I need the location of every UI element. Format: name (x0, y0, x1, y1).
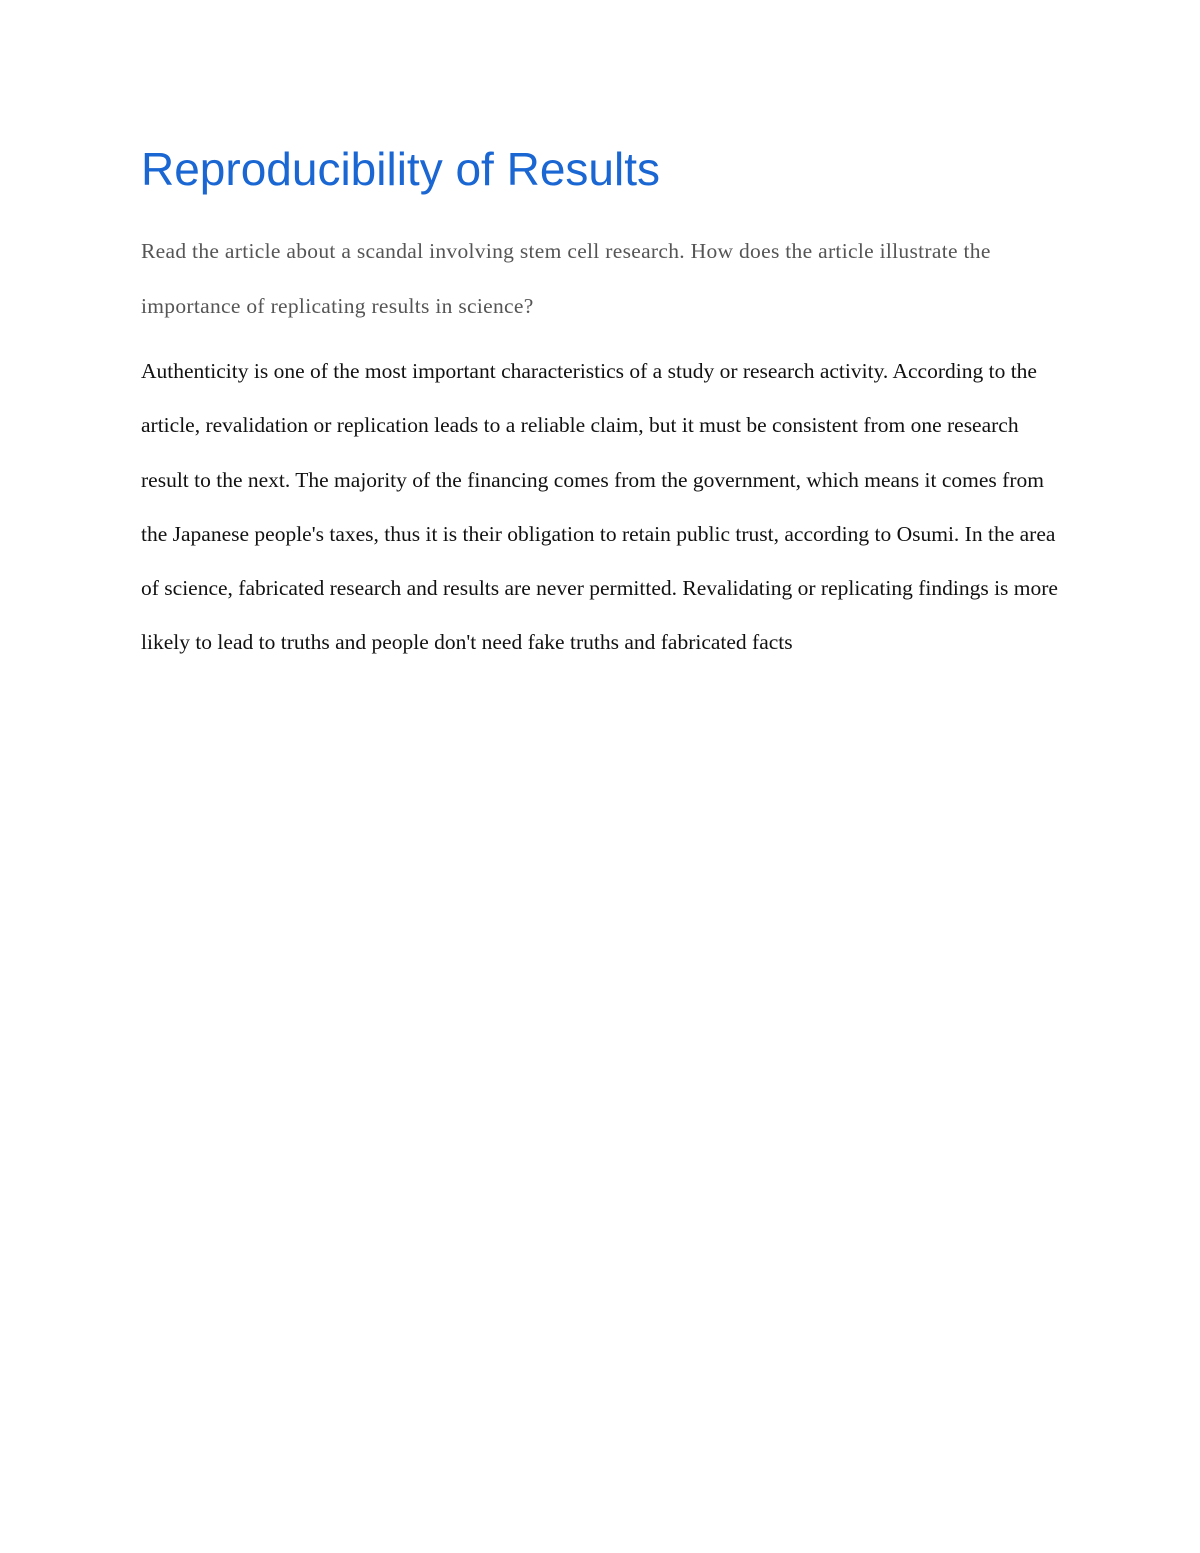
assignment-prompt: Read the article about a scandal involving stem cell research. How does the article illustrate the importance of replicating results in science? (141, 239, 991, 318)
answer-paragraph: Authenticity is one of the most important characteristics of a study or research activity. According to the article, revalidation or replication leads to a reliable claim, but it must be consistent from one research result to the next. The majority of the financing comes from the government, which means it comes from the Japanese people's taxes, thus it is their obligation to retain public trust, according to Osumi. In the area of science, fabricated research and results are never permitted. Revalidating or replicating findings is more likely to lead to truths and people don't need fake truths and fabricated facts (141, 359, 1058, 655)
document-title: Reproducibility of Results (141, 143, 661, 195)
document-content (141, 138, 1071, 670)
